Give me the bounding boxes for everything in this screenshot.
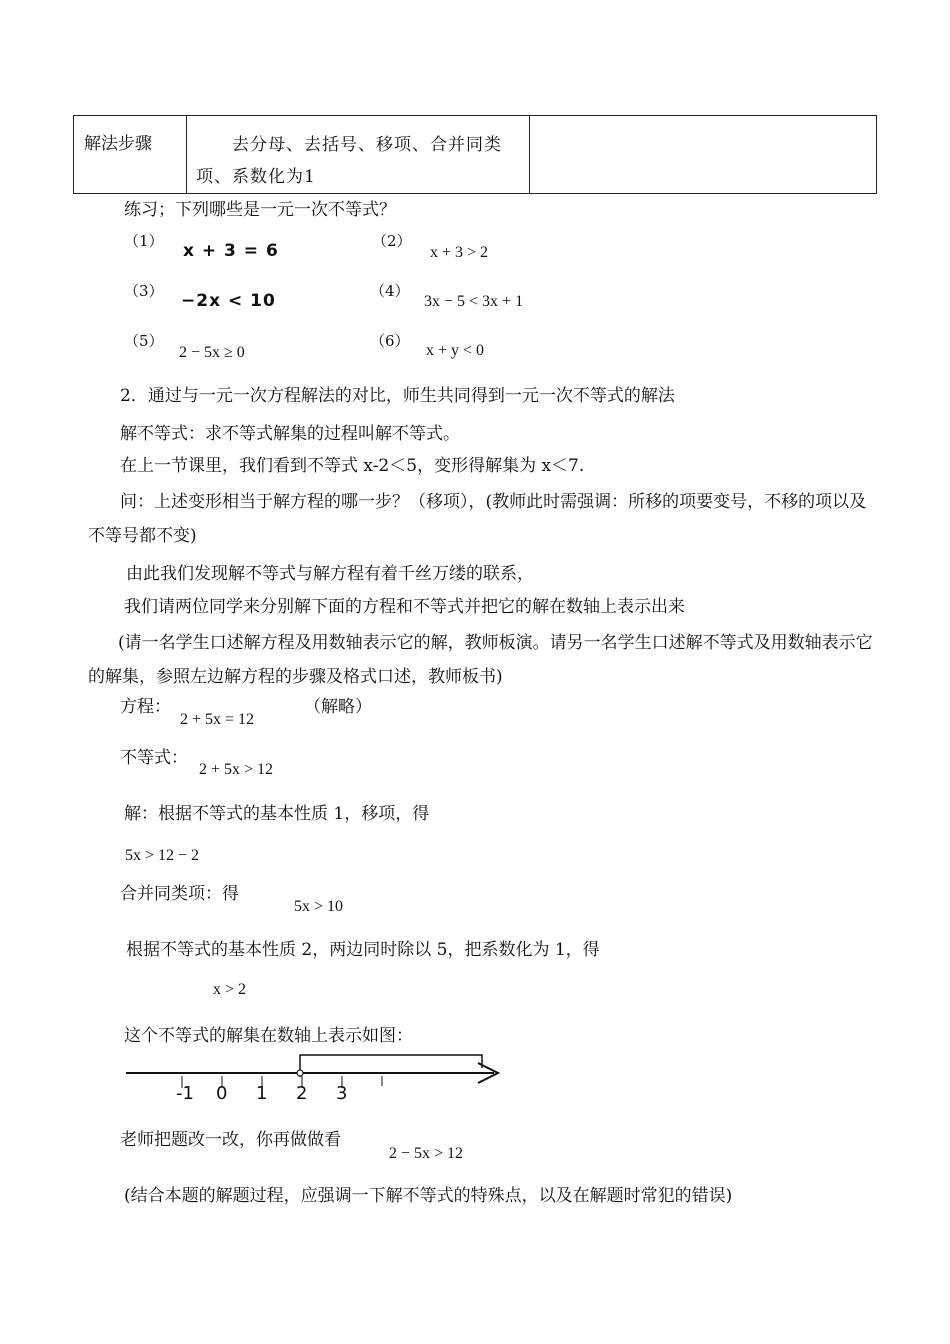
definition-text: 解不等式：求不等式解集的过程叫解不等式。 xyxy=(120,424,460,444)
step1-expr: 5x > 12 − 2 xyxy=(125,847,200,864)
section2-heading: 2．通过与一元一次方程解法的对比，师生共同得到一元一次不等式的解法 xyxy=(120,386,675,406)
inequality-label: 不等式： xyxy=(120,748,188,768)
solution-steps-table xyxy=(73,115,877,194)
table-empty-cell xyxy=(530,116,877,194)
table-content-cell xyxy=(187,116,530,194)
exercise-num-4: （4） xyxy=(370,282,410,300)
exercise-title: 练习；下列哪些是一元一次不等式？ xyxy=(124,200,396,220)
axis-text: 这个不等式的解集在数轴上表示如图： xyxy=(124,1026,413,1046)
followup-expr: 2 − 5x > 12 xyxy=(389,1145,464,1162)
step3-text: 根据不等式的基本性质 2，两边同时除以 5，把系数化为 1，得 xyxy=(126,940,600,960)
open-endpoint xyxy=(297,1070,303,1076)
step3-expr: x > 2 xyxy=(213,981,247,998)
note-paragraph: (请一名学生口述解方程及用数轴表示它的解，教师板演。请另一名学生口述解不等式及用数轴表示它的解集，参照左边解方程的步骤及格式口述，教师板书) xyxy=(88,633,873,687)
exercise-num-6: （6） xyxy=(370,332,410,350)
exercise-num-1: （1） xyxy=(124,232,164,250)
exercise-expr-3: −2x < 10 xyxy=(181,291,276,311)
question-paragraph: 问：上述变形相当于解方程的哪一步？（移项），(教师此时需强调：所移的项要变号，不移的项以及不等号都不变) xyxy=(88,492,867,546)
exercise-expr-2: x + 3 > 2 xyxy=(430,244,489,261)
prev-lesson-text: 在上一节课里，我们看到不等式 x-2＜5，变形得解集为 x＜7. xyxy=(120,456,585,476)
number-line-label: 1 xyxy=(256,1083,268,1104)
inequality-expr: 2 + 5x > 12 xyxy=(199,761,274,778)
number-line-label: 2 xyxy=(296,1083,308,1104)
exercise-expr-1: x + 3 = 6 xyxy=(183,241,279,261)
exercise-expr-4: 3x − 5 < 3x + 1 xyxy=(424,293,524,310)
number-line xyxy=(120,1048,520,1108)
exercise-num-2: （2） xyxy=(372,232,412,250)
step2-text: 合并同类项：得 xyxy=(120,884,239,904)
table-row xyxy=(74,116,877,194)
summary-text: (结合本题的解题过程，应强调一下解不等式的特殊点，以及在解题时常犯的错误) xyxy=(124,1186,733,1206)
exercise-num-5: （5） xyxy=(124,332,164,350)
followup-text: 老师把题改一改，你再做做看 xyxy=(120,1130,341,1150)
exercise-expr-6: x + y < 0 xyxy=(426,342,485,359)
exercise-num-3: （3） xyxy=(124,282,164,300)
table-content: 去分母、去括号、移项、合并同类项、系数化为1 xyxy=(196,135,502,187)
table-label: 解法步骤 xyxy=(84,134,152,154)
number-line-label: 0 xyxy=(216,1083,228,1104)
table-label-cell xyxy=(74,116,187,194)
step2-expr: 5x > 10 xyxy=(294,898,344,915)
equation-label: 方程： xyxy=(120,697,171,717)
exercise-expr-5: 2 − 5x ≥ 0 xyxy=(179,344,245,361)
equation-note: （解略） xyxy=(304,697,372,717)
link-text: 由此我们发现解不等式与解方程有着千丝万缕的联系， xyxy=(126,564,534,584)
number-line-label: -1 xyxy=(176,1083,194,1104)
invite-text: 我们请两位同学来分别解下面的方程和不等式并把它的解在数轴上表示出来 xyxy=(124,597,685,617)
equation-expr: 2 + 5x = 12 xyxy=(180,711,255,728)
step1-text: 解：根据不等式的基本性质 1，移项，得 xyxy=(124,804,430,824)
number-line-label: 3 xyxy=(336,1083,348,1104)
